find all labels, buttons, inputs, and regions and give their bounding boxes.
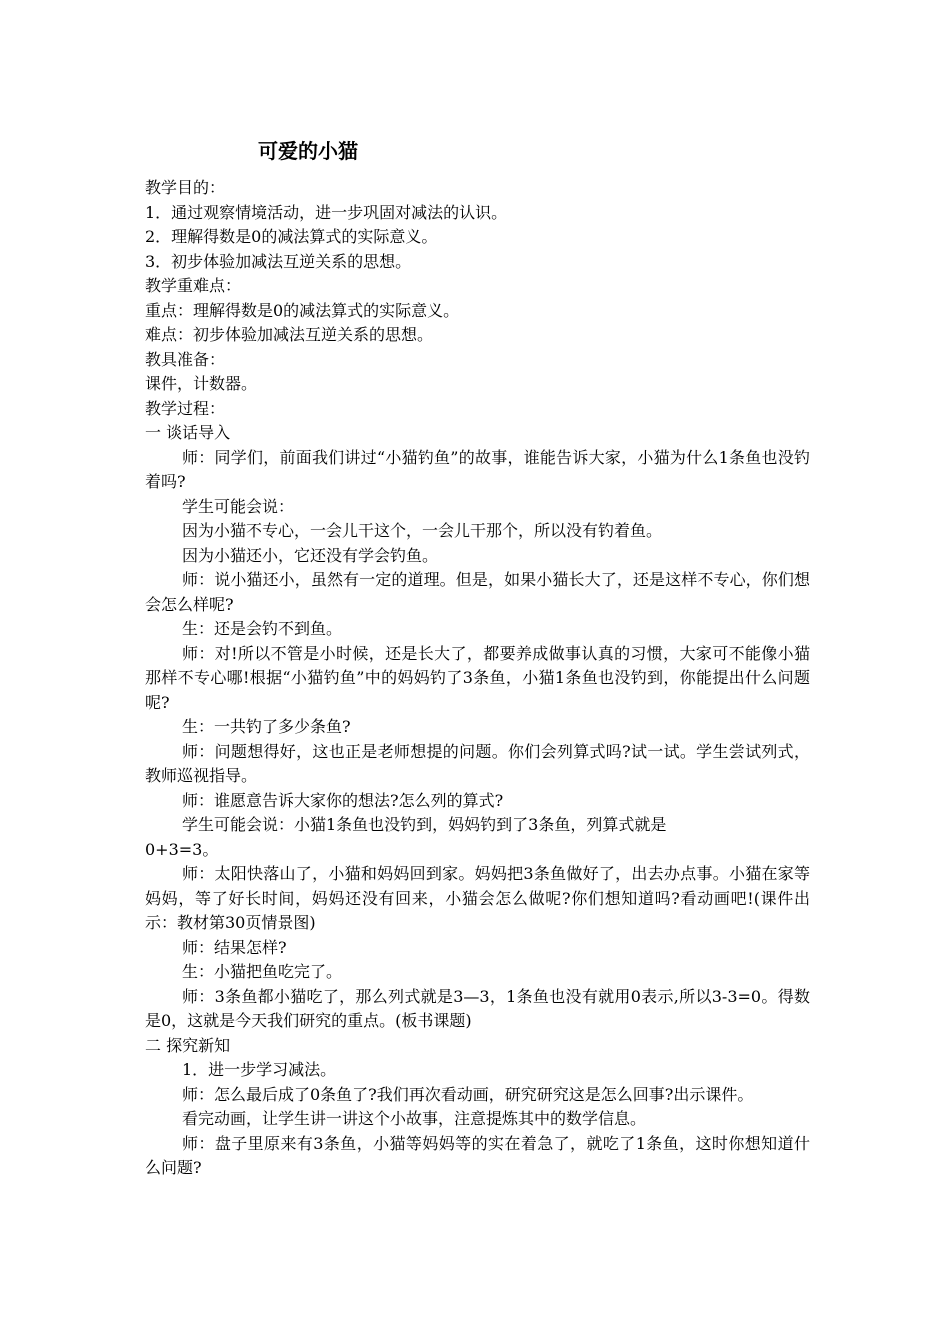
paragraph: 难点：初步体验加减法互逆关系的思想。	[145, 325, 434, 344]
paragraph: 师：怎么最后成了0条鱼了?我们再次看动画，研究研究这是怎么回事?出示课件。	[182, 1084, 754, 1104]
paragraph: 师：3条鱼都小猫吃了，那么列式就是3—3，1条鱼也没有就用0表示,所以3-3=0。得数是0，这就是今天我们研究的重点。(板书课题)	[145, 986, 810, 1030]
paragraph: 因为小猫还小，它还没有学会钓鱼。	[182, 545, 439, 565]
paragraph: 0+3=3。	[145, 839, 219, 859]
paragraph: 因为小猫不专心，一会儿干这个，一会儿干那个，所以没有钓着鱼。	[182, 521, 663, 540]
paragraph: 教学重难点：	[145, 276, 242, 295]
paragraph: 教具准备：	[145, 349, 226, 369]
paragraph: 师：盘子里原来有3条鱼，小猫等妈妈等的实在着急了，就吃了1条鱼，这时你想知道什么问题?	[145, 1133, 810, 1177]
paragraph: 师：对!所以不管是小时候，还是长大了，都要养成做事认真的习惯，大家可不能像小猫那样不专心哪!根据“小猫钓鱼”中的妈妈钓了3条鱼，小猫1条鱼也没钓到，你能提出什么问题呢?	[145, 643, 810, 712]
paragraph: 师：问题想得好，这也正是老师想提的问题。你们会列算式吗?试一试。学生尝试列式，教师巡视指导。	[145, 741, 810, 785]
paragraph: 师：太阳快落山了，小猫和妈妈回到家。妈妈把3条鱼做好了，出去办点事。小猫在家等妈妈，等了好长时间，妈妈还没有回来，小猫会怎么做呢?你们想知道吗?看动画吧!(课件出示：教材第30页情景图)	[145, 864, 810, 932]
paragraph: 师：谁愿意告诉大家你的想法?怎么列的算式?	[182, 790, 504, 810]
paragraph: 1．通过观察情境活动，进一步巩固对减法的认识。	[145, 202, 508, 222]
paragraph: 2．理解得数是0的减法算式的实际意义。	[145, 227, 438, 246]
paragraph: 重点：理解得数是0的减法算式的实际意义。	[145, 300, 460, 320]
paragraph: 课件，计数器。	[145, 374, 258, 393]
paragraph: 生：一共钓了多少条鱼?	[182, 717, 351, 736]
document-page	[145, 137, 810, 1181]
paragraph: 3．初步体验加减法互逆关系的思想。	[145, 251, 412, 271]
paragraph: 教学目的：	[145, 178, 226, 197]
document-body	[145, 176, 810, 1181]
paragraph: 师：说小猫还小，虽然有一定的道理。但是，如果小猫长大了，还是这样不专心，你们想会怎么样呢?	[145, 570, 810, 614]
paragraph: 学生可能会说：小猫1条鱼也没钓到，妈妈钓到了3条鱼，列算式就是	[182, 815, 667, 834]
paragraph: 看完动画，让学生讲一讲这个小故事，注意提炼其中的数学信息。	[182, 1109, 647, 1128]
paragraph: 师：同学们，前面我们讲过“小猫钓鱼”的故事，谁能告诉大家，小猫为什么1条鱼也没钓着吗?	[145, 447, 810, 491]
paragraph: 生：还是会钓不到鱼。	[182, 619, 343, 638]
paragraph: 师：结果怎样?	[182, 937, 287, 957]
paragraph: 二 探究新知	[145, 1035, 231, 1055]
paragraph: 教学过程：	[145, 398, 226, 418]
paragraph: 学生可能会说：	[182, 496, 295, 516]
document-title: 可爱的小猫	[258, 139, 358, 163]
paragraph: 1．进一步学习减法。	[182, 1060, 337, 1079]
paragraph: 生：小猫把鱼吃完了。	[182, 962, 343, 981]
paragraph: 一 谈话导入	[145, 423, 231, 442]
